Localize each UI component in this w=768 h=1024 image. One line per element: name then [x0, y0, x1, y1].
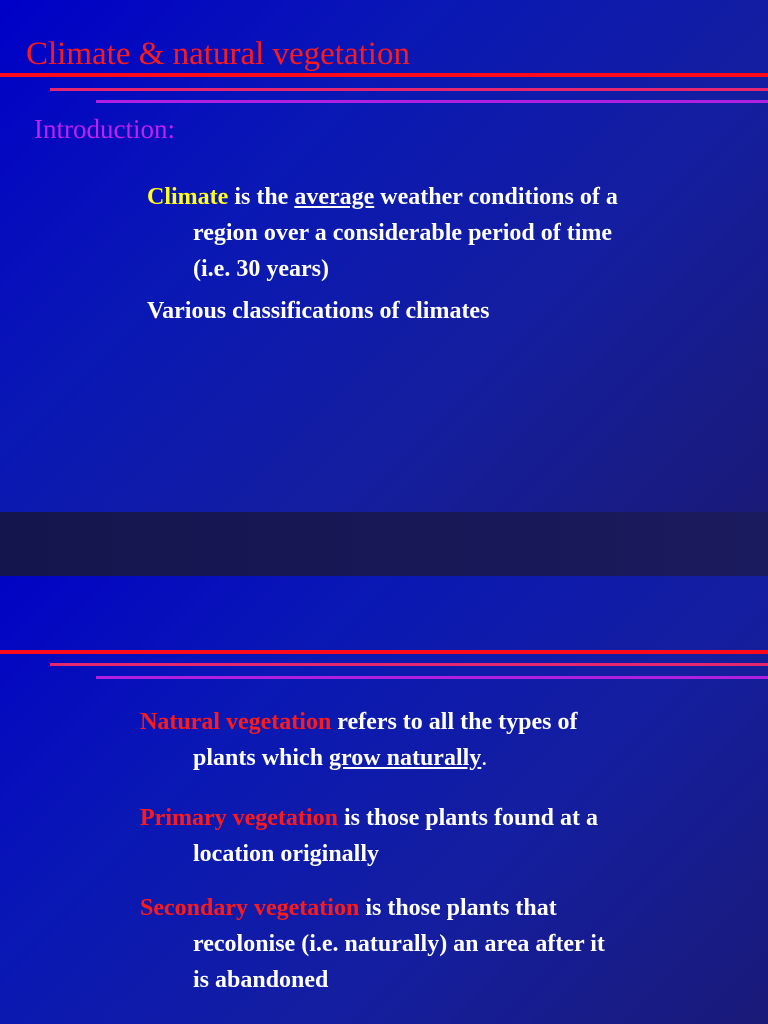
list-item-climate-definition: Climate is the average weather conditions of a region over a considerable period of time (i.e. 30 years) — [147, 184, 618, 282]
slide-vegetation — [0, 512, 768, 1024]
divider-red — [0, 650, 768, 654]
list-item-classifications: Various classifications of climates — [147, 298, 490, 324]
list-item-primary-vegetation: Primary vegetation is those plants found at a location originally — [140, 805, 598, 867]
intro-heading: Introduction: — [34, 114, 175, 144]
emphasis-average: average — [294, 184, 375, 210]
divider-pink — [50, 88, 768, 91]
term-secondary-vegetation: Secondary vegetation — [140, 895, 360, 921]
list-item-natural-vegetation: Natural vegetation refers to all the types of plants which grow naturally. — [140, 709, 578, 771]
slide-title: Climate & natural vegetation — [26, 36, 410, 72]
term-natural-vegetation: Natural vegetation — [140, 709, 332, 735]
list-item-secondary-vegetation: Secondary vegetation is those plants that recolonise (i.e. naturally) an area after it is abandoned — [140, 895, 605, 993]
term-climate: Climate — [147, 184, 229, 210]
divider-purple — [96, 676, 768, 679]
bullet-list — [118, 179, 618, 329]
divider-red — [0, 73, 768, 77]
bullet-list — [118, 704, 605, 998]
divider-purple — [96, 100, 768, 103]
divider-pink — [50, 663, 768, 666]
term-primary-vegetation: Primary vegetation — [140, 805, 338, 831]
title-band — [0, 512, 768, 576]
emphasis-grow-naturally: grow naturally — [329, 745, 482, 771]
